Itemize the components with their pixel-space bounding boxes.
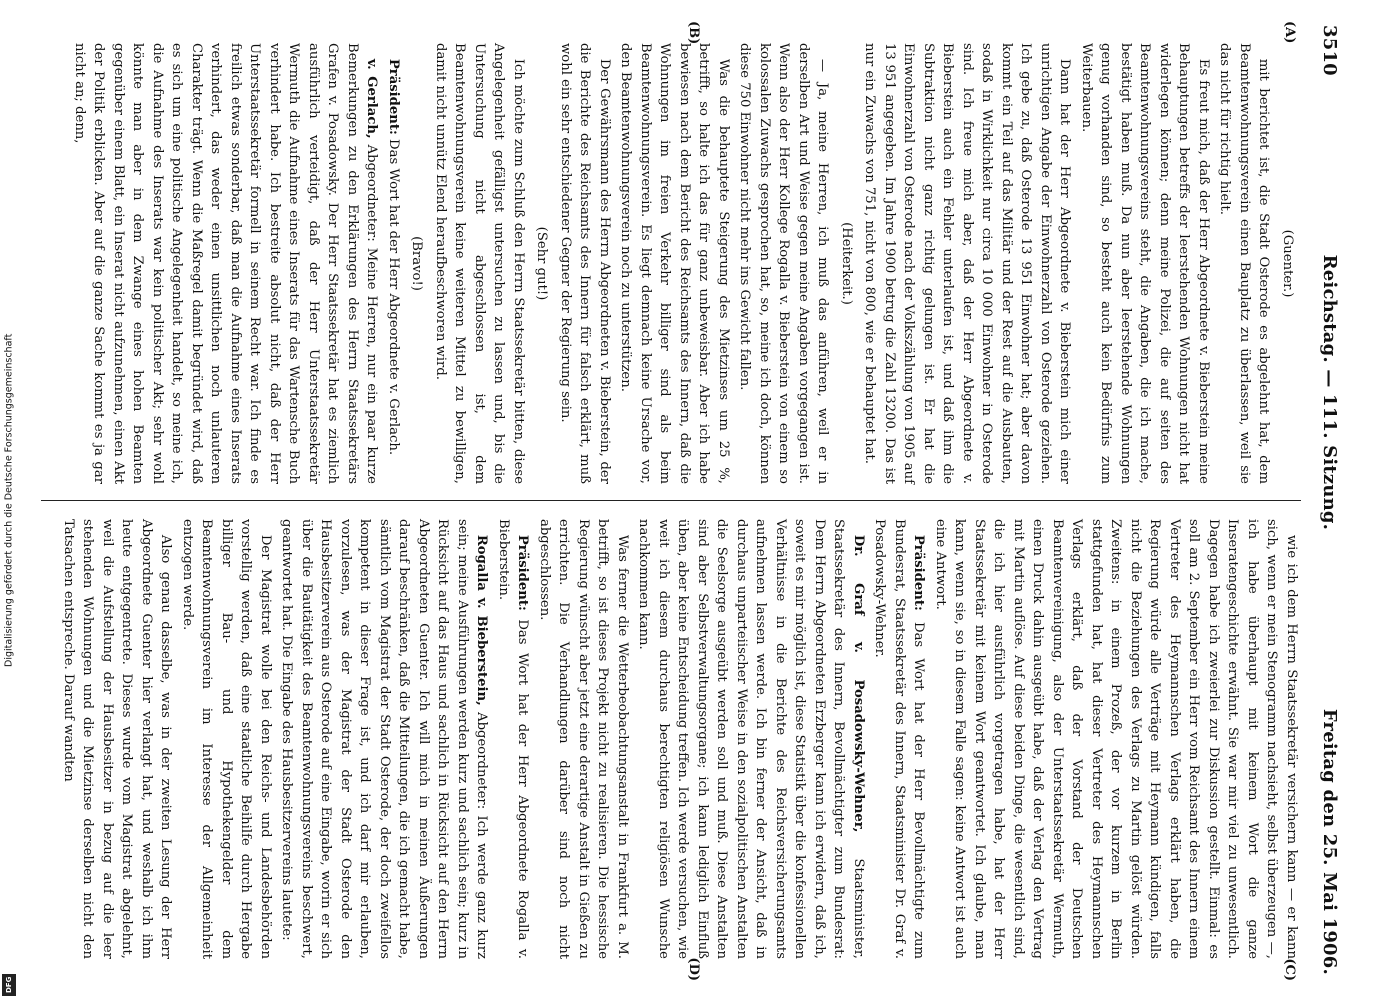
speech-text: Abgeordneter: Meine Herren, nur ein paar kurze Bemerkungen zu den Erklärungen des Herrn Staatssekretärs Grafen v. Posadowsky. Der Herr Staatssekretär hat es ziemlich ausführlich verteidigt, daß der Herr Unterstaatssekretär Wermuth die Aufnahme eines Inserats für das Wartensche Buch verhindert habe. Ich bestreite absolut nicht, daß der Herr Unterstaatssekretär formell in seinem Recht war. Ich finde es freilich etwas sonderbar, daß man die Aufnahme eines Inserats verhindert, das weder einen unsittlichen noch unlauteren Charakter trägt. Wenn die Maßregel damit begründet wird, daß es sich um eine politische Angelegenheit handelt, so meine ich, die Aufnahme des Inserats war kein politischer Akt; sehr wohl könnte man aber in dem Zwange eines hohen Beamten gegenüber einem Blatt, ein Inserat nicht aufzunehmen, einen Akt der Politik erblicken. Aber auf die ganze Sache kommt es ja gar nicht an; denn, bbox=[71, 43, 379, 484]
interjection: (Sehr gut!) bbox=[534, 226, 549, 301]
speaker-name: Präsident: bbox=[911, 534, 926, 611]
speech-text: Staatsminister, Staatssekretär des Innern, Bevollmächtigter zum Bundesrat: Dem Herrn Abgeordneten Erzberger kann ich erwidern, daß ich, soweit es mir möglich ist, diese Statistik über die konfessionellen Verhältnisse in die Berichte des Reichsversicherungsamts aufnehmen lassen werde. Ich bin ferner der Ansicht, daß in durchaus unparteiischer Weise in den sozialpolitischen Anstalten die Seelsorge ausgeübt werden soll und muß. Diese Anstalten sind aber Selbstverwaltungsorgane; ich kann lediglich Einfluß üben, aber keine Entscheidung treffen. Ich werde versuchen, wie weit ich diesem durchaus berechtigten religiösen Wunsche nachkommen kann. bbox=[636, 519, 866, 959]
right-column bbox=[41, 500, 1301, 975]
paragraph: Der Gewährsmann des Herrn Abgeordneten v. Bieberstein, der die Berichte des Reichsamts des Innern für falsch erklärt, muß wohl ein sehr entschiedener Gegner der Regierung sein. bbox=[557, 43, 612, 484]
speaker-name: v. Gerlach, bbox=[364, 58, 379, 139]
speaker-paragraph bbox=[493, 519, 532, 959]
marker-c: (C) bbox=[1281, 958, 1297, 981]
paragraph: Der Magistrat wolle bei den Reichs- und Landesbehörden vorstellig werden, daß eine staatliche Beihilfe durch Hergabe billiger Bau- und Hypothekengelder dem Beamtenwohnungsverein im Interesse der Allgemeinheit entzogen werde. bbox=[179, 519, 273, 959]
speaker-paragraph bbox=[634, 519, 868, 959]
paragraph: — Ja, meine Herren, ich muß das anführen, weil er in derselben Art und Weise gegen meine Angaben vorgegangen ist. Wenn also der Herr Kollege Rogalla v. Bieberstein von einem so kolossalen Zuwachs gesprochen hat, so, meine ich doch, können diese 750 Einwohner nicht mehr ins Gewicht fallen. bbox=[737, 43, 830, 484]
dfg-logo: DFG bbox=[2, 974, 16, 996]
page-number: 3510 bbox=[1318, 25, 1340, 76]
page-header bbox=[1319, 25, 1341, 975]
speech-text: Das Wort hat der Herr Bevollmächtigte zum Bundesrat, Staatssekretär des Innern, Staatsminister Dr. Graf v. Posadowsky-Wehner. bbox=[872, 519, 926, 959]
paragraph: Ich möchte zum Schluß den Herrn Staatssekretär bitten, diese Angelegenheit gefälligst untersuchen zu lassen und, bis die Untersuchung nicht abgeschlossen ist, dem Beamtenwohnungsverein keine weiteren Mittel zu bewilligen, damit nicht unnütz Elend heraufbeschworen wird. bbox=[432, 43, 526, 484]
speaker-paragraph bbox=[870, 519, 929, 959]
paragraph: Dann hat der Herr Abgeordnete v. Bieberstein mich einer unrichtigen Angabe der Einwohnerzahl von Osterode geziehen. Ich gebe zu, daß Osterode 13 951 Einwohner hat; aber davon kommt ein Teil auf das Militär und der Rest auf die Ausbauten, sodaß in Wirklichkeit nur circa 10 000 Einwohner in Osterode sind. Ich freue mich aber, daß der Herr Abgeordnete v. Bieberstein auch ein Fehler unterlaufen ist, und daß ihm die Subtraktion nicht ganz richtig gelungen ist. Er hat die Einwohnerzahl von Osterode nach der Volkszählung von 1905 auf 13 951 angegeben. Im Jahre 1900 betrug die Zahl 13200. Das ist nur ein Zuwachs von 751, nicht von 800, wie er behauptet hat. bbox=[862, 43, 1072, 484]
paragraph: Was ferner die Wetterbeobachtungsanstalt in Frankfurt a. M. betrifft, so ist dieses Projekt nicht zu realisieren. Die hessische Regierung wünscht aber jetzt eine derartige Anstalt in Gießen zu errichten. Die Verhandlungen darüber sind noch nicht abgeschlossen. bbox=[536, 519, 630, 959]
speech-text: Das Wort hat der Herr Abgeordnete Rogalla v. Bieberstein. bbox=[495, 519, 530, 959]
session-title: Reichstag. — 111. Sitzung. bbox=[1318, 254, 1340, 531]
digitization-credit: Digitalisierung gefördert durch die Deutsche Forschungsgemeinschaft bbox=[3, 333, 15, 667]
rotated-newspaper-page bbox=[41, 21, 1341, 981]
speech-text: Abgeordneter: Ich werde ganz kurz sein; meine Ausführungen werden kurz und sachlich sein; kurz in Rücksicht auf das Haus und sachlich in Rücksicht auf den Herrn Abgeordneten Guenter. Ich will mich in meinen Äußerungen darauf beschränken, daß die Mitteilungen, die ich gemacht habe, sämtlich vom Magistrat der Stadt Osterode, der doch zweifellos kompetent in dieser Frage ist, und ich darf mir erlauben, vorzulesen, was der Magistrat der Stadt Osterode den Hausbesitzerverein aus Osterode auf eine Eingabe, worin er sich über die Bautätigkeit des Beamtenwohnungsvereins beschwert, geantwortet hat. Die Eingabe des Hausbesitzervereins lautete: bbox=[279, 519, 489, 959]
speaker-name: Dr. Graf v. Posadowsky-Wehner, bbox=[850, 534, 866, 833]
left-column bbox=[41, 25, 1301, 500]
marker-a: (A) bbox=[1281, 21, 1297, 44]
paragraph: Es freut mich, daß der Herr Abgeordnete v. Bieberstein meine Behauptungen betreffs der leerstehenden Wohnungen nicht hat widerlegen können; denn meine Polizei, die auf seiten des Beamtenwohnungsvereins steht, die Angaben, die ich mache, bestätigt haben muß. Da nun aber leerstehende Wohnungen genug vorhanden sind, so besteht auch kein Bedürfnis zum Weiterbauen. bbox=[1078, 43, 1211, 484]
interjection: (Heiterkeit.) bbox=[838, 222, 854, 305]
interjection: (Bravo!) bbox=[409, 236, 424, 291]
paragraph: Was die behauptete Steigerung des Mietzinses um 25 %, betrifft, so halte ich das für ganz unbeweisbar. Aber ich habe bewiesen nach dem Bericht des Reichsamts des Innern, daß die Wohnungen im freien Verkehr billiger sind als beim Beamtenwohnungsverein. Es liegt demnach keine Ursache vor, den Beamtenwohnungsverein noch zu unterstützen. bbox=[618, 43, 731, 484]
paragraph: mit berichtet ist, die Stadt Osterode es abgelehnt hat, dem Beamtenwohnungsverein einen Bauplatz zu überlassen, weil sie das nicht für richtig hielt. bbox=[1217, 43, 1271, 484]
speaker-paragraph bbox=[277, 519, 492, 959]
speaker-paragraph bbox=[383, 43, 403, 484]
speaker-continuation: (Guenter.) bbox=[1279, 229, 1295, 298]
marker-d: (D) bbox=[685, 957, 701, 981]
speech-text: Das Wort hat der Herr Abgeordnete v. Gerlach. bbox=[385, 139, 401, 456]
text-columns bbox=[41, 25, 1301, 975]
speaker-paragraph bbox=[69, 43, 381, 484]
session-date: Freitag den 25. Mai 1906. bbox=[1318, 708, 1340, 975]
speaker-name: Präsident: bbox=[385, 58, 401, 135]
scanned-page bbox=[18, 18, 1363, 982]
paragraph: Also genau dasselbe, was in der zweiten Lesung der Herr Abgeordnete Guenter hier verlangt hat, und weshalb ich ihm heute entgegentrete. Dieses wurde vom Magistrat abgelehnt, weil die Aufstellung der Hausbesitzer in bezug auf die leer stehenden Wohnungen und die Mietzinse derselben nicht den Tatsachen entspreche. Darauf wandten bbox=[60, 519, 173, 959]
marker-b: (B) bbox=[685, 21, 701, 45]
paragraph: wie ich dem Herrn Staatssekretär versichern kann — er kann sich, wenn er mein Stenogramm nachsieht, selbst überzeugen —, ich habe überhaupt mit keinem Wort die ganze Inseratengeschichte erwähnt. Sie war mir viel zu unwesentlich. Dagegen habe ich zweierlei zur Diskussion gestellt. Einmal: es soll am 2. September ein Herr vom Reichsamt des Innern einem Vertreter des Heymannschen Verlags erklärt haben, die Regierung würde alle Verträge mit Heymann kündigen, falls nicht die Beziehungen des Verlags zu Martin gelöst würden. Zweitens: in einem Prozeß, der vor kurzem in Berlin stattgefunden hat, hat dieser Vertreter des Heymannschen Verlags erklärt, daß der Vorstand der Deutschen Beamtenvereinigung, also der Unterstaatssekretär Wermuth, einen Druck dahin ausgeübt habe, daß der Verlag den Vertrag mit Martin auflöse. Auf diese beiden Dinge, die wesentlich sind, die ich hier ausführlich vorgetragen habe, hat der Herr Staatssekretär mit keinem Wort geantwortet. Ich glaube, man kann, wenn sie, so in diesem Falle sagen: keine Antwort ist auch eine Antwort. bbox=[932, 519, 1299, 959]
speaker-name: Präsident: bbox=[515, 534, 530, 611]
speaker-name: Rogalla v. Bieberstein, bbox=[474, 534, 489, 706]
